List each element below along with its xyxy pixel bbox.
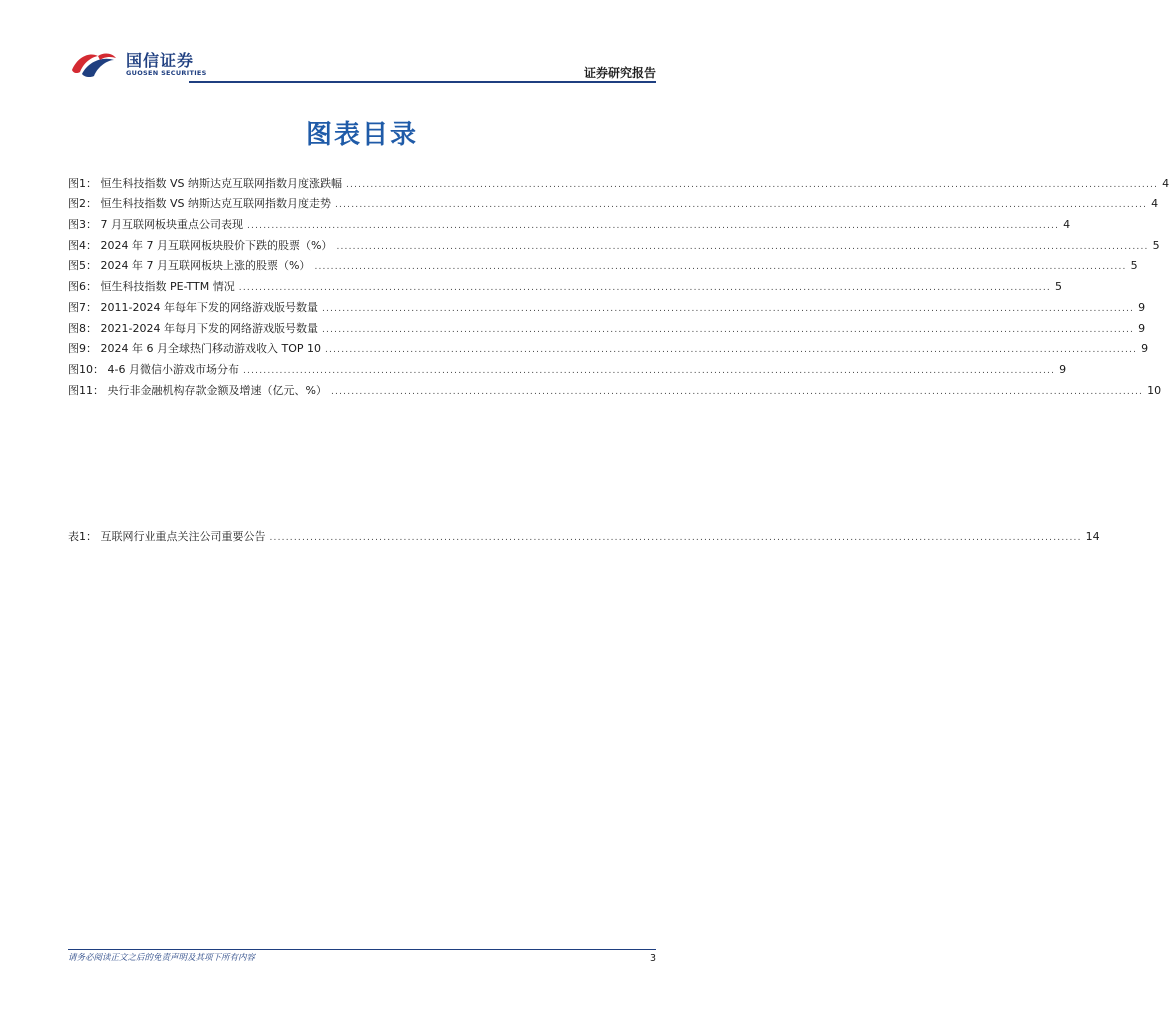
figure-toc-entry[interactable] (68, 254, 1138, 275)
toc-entry-label: 图1： 恒生科技指数 VS 纳斯达克互联网指数月度涨跌幅 (68, 176, 342, 190)
toc-entry-page: 9 (1138, 321, 1146, 335)
figure-toc-entry[interactable] (68, 295, 1146, 316)
toc-entry-page: 5 (1130, 259, 1138, 273)
toc-entry-page: 5 (1152, 238, 1160, 252)
figure-toc-entry[interactable] (68, 212, 1071, 233)
toc-entry-label: 图2： 恒生科技指数 VS 纳斯达克互联网指数月度走势 (68, 197, 331, 211)
toc-dot-leader: ........................................................................................................................................................................................................ (330, 386, 1144, 397)
toc-entry-page: 9 (1138, 300, 1146, 314)
toc-entry-label: 图9： 2024 年 6 月全球热门移动游戏收入 TOP 10 (68, 342, 321, 356)
report-type: 证券研究报告 (583, 66, 656, 80)
toc-entry-page: 14 (1085, 529, 1100, 543)
figure-toc-entry[interactable] (68, 171, 1169, 192)
toc-entry-page: 4 (1063, 218, 1071, 232)
logo-text-cn: 国信证券 (126, 51, 195, 70)
page-title: 图表目录 (305, 120, 418, 150)
page-header (68, 44, 656, 84)
toc-entry-page: 4 (1151, 197, 1159, 211)
toc-dot-leader: ........................................................................................................................................................................................................ (269, 532, 1082, 543)
toc-entry-label: 图3： 7 月互联网板块重点公司表现 (68, 218, 243, 232)
toc-entry-page: 4 (1162, 176, 1169, 190)
figure-list (68, 171, 1169, 399)
figure-toc-entry[interactable] (68, 233, 1160, 254)
toc-dot-leader: ........................................................................................................................................................................................................ (321, 303, 1135, 314)
toc-dot-leader: ........................................................................................................................................................................................................ (324, 345, 1138, 356)
toc-entry-label: 图7： 2011-2024 年每年下发的网络游戏版号数量 (68, 300, 318, 314)
toc-dot-leader: ........................................................................................................................................................................................................ (346, 179, 1159, 190)
figure-toc-entry[interactable] (68, 357, 1067, 378)
toc-dot-leader: ........................................................................................................................................................................................................ (247, 221, 1060, 232)
figure-toc-entry[interactable] (68, 378, 1162, 399)
toc-entry-page: 9 (1141, 342, 1149, 356)
toc-entry-page: 9 (1059, 362, 1067, 376)
guosen-logo-icon (68, 48, 120, 80)
figure-toc-entry[interactable] (68, 337, 1149, 358)
toc-entry-label: 图5： 2024 年 7 月互联网板块上涨的股票（%） (68, 259, 311, 273)
figure-toc-entry[interactable] (68, 274, 1062, 295)
header-divider (189, 81, 656, 83)
figure-toc-entry[interactable] (68, 316, 1146, 337)
toc-entry-label: 图10： 4-6 月微信小游戏市场分布 (68, 362, 239, 376)
toc-entry-label: 图6： 恒生科技指数 PE-TTM 情况 (68, 280, 235, 294)
toc-dot-leader: ........................................................................................................................................................................................................ (335, 200, 1148, 211)
toc-entry-label: 图11： 央行非金融机构存款金额及增速（亿元、%） (68, 383, 327, 397)
page-number: 3 (649, 953, 656, 964)
toc-entry-label: 图8： 2021-2024 年每月下发的网络游戏版号数量 (68, 321, 318, 335)
toc-dot-leader: ........................................................................................................................................................................................................ (242, 365, 1056, 376)
toc-dot-leader: ........................................................................................................................................................................................................ (321, 324, 1135, 335)
disclaimer-note: 请务必阅读正文之后的免责声明及其项下所有内容 (68, 953, 256, 963)
logo-text-en: GUOSEN SECURITIES (126, 69, 207, 77)
toc-dot-leader: ........................................................................................................................................................................................................ (238, 283, 1051, 294)
guosen-logo (68, 44, 268, 84)
toc-entry-label: 表1： 互联网行业重点关注公司重要公告 (68, 529, 266, 543)
toc-entry-label: 图4： 2024 年 7 月互联网板块股价下跌的股票（%） (68, 238, 333, 252)
figure-toc-entry[interactable] (68, 192, 1159, 213)
table-list (68, 524, 1100, 545)
footer-divider (68, 949, 656, 950)
toc-dot-leader: ........................................................................................................................................................................................................ (336, 241, 1149, 252)
toc-entry-page: 10 (1147, 383, 1162, 397)
table-toc-entry[interactable] (68, 524, 1100, 545)
toc-dot-leader: ........................................................................................................................................................................................................ (314, 262, 1127, 273)
toc-entry-page: 5 (1054, 280, 1062, 294)
